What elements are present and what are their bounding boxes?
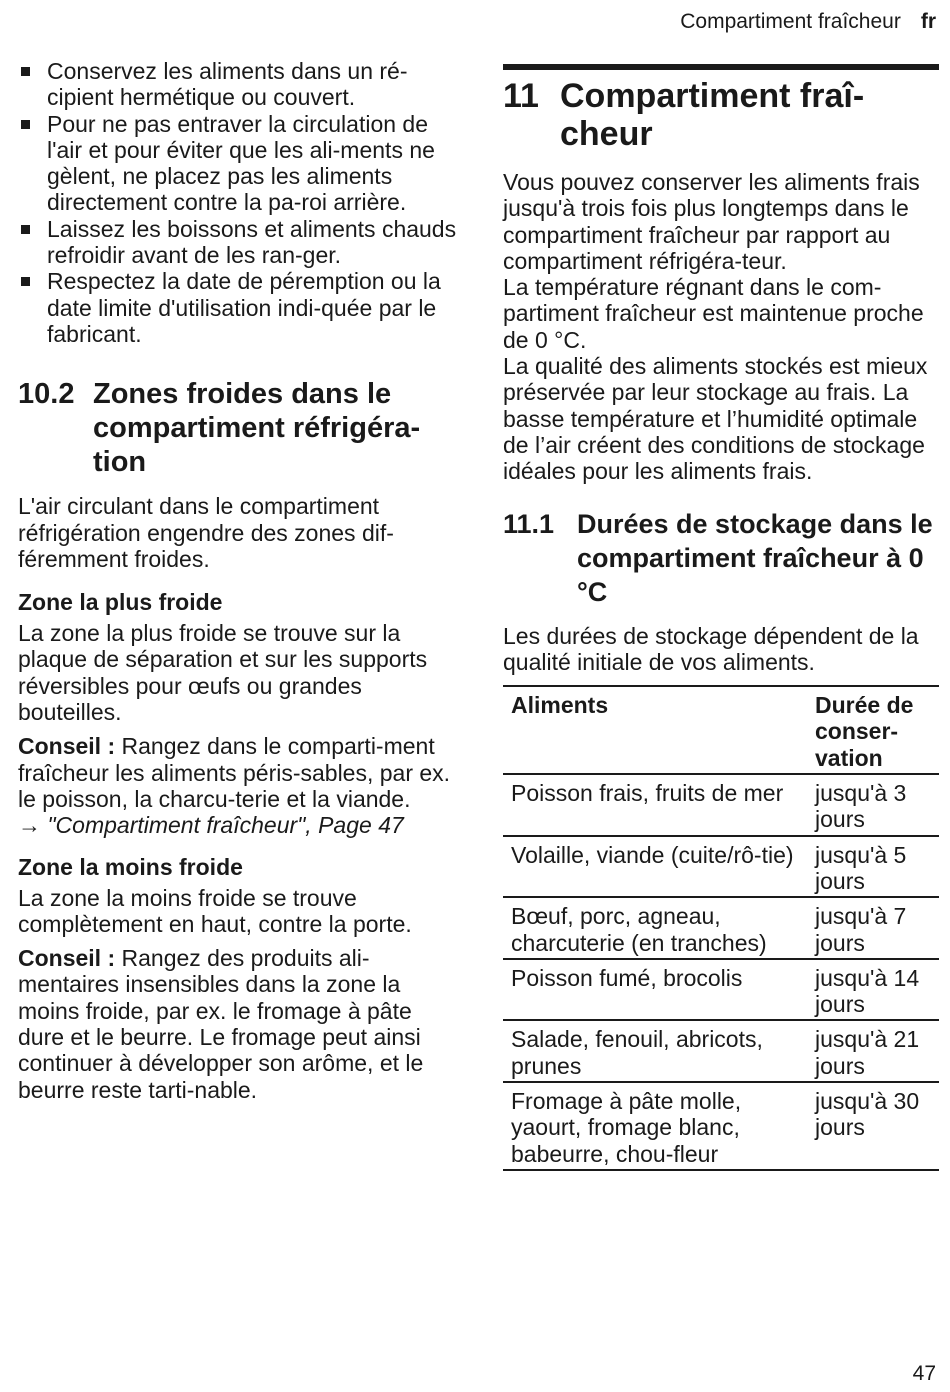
- bullet-square-icon: [21, 277, 30, 286]
- bullet-square-icon: [21, 225, 30, 234]
- list-item: Pour ne pas entraver la circulation de l'air et pour éviter que les ali-ments ne gèlent, ne placez pas les aliments directement contre la pa-roi arrière.: [18, 111, 458, 216]
- zone-least-cold-heading: Zone la moins froide: [18, 853, 243, 880]
- zone-least-cold-tip: Conseil : Rangez des produits ali-mentaires insensibles dans la zone la moins froide, par ex. le fromage à pâte dure et le beurre. Le fromage peut ainsi continuer à développer son arôme, et le beurre reste tarti-nable.: [18, 945, 424, 1103]
- storage-table: [503, 685, 939, 1171]
- section-title: Zones froides dans le compartiment réfrigéra-tion: [93, 378, 421, 479]
- food-cell: Poisson fumé, brocolis: [511, 964, 743, 991]
- table-header-row: [503, 686, 939, 774]
- food-cell: Volaille, viande (cuite/rô-tie): [511, 841, 794, 868]
- section-intro: L'air circulant dans le compartiment réfrigération engendre des zones dif-féremment froides.: [18, 493, 394, 572]
- tip-label: Conseil :: [18, 733, 116, 760]
- zone-coldest-tip: Conseil : Rangez dans le comparti-ment fraîcheur les aliments péris-sables, par ex. le poisson, la charcu-terie et la viande.: [18, 733, 451, 812]
- chapter-heading: [503, 77, 939, 153]
- zone-coldest-text: La zone la plus froide se trouve sur la plaque de séparation et sur les supports réversibles pour œufs ou grandes bouteilles.: [18, 620, 428, 726]
- cross-reference-link[interactable]: → "Compartiment fraîcheur", Page 47: [18, 812, 404, 839]
- column-header-food: Aliments: [511, 692, 609, 719]
- table-row: [503, 1082, 939, 1170]
- bullet-list: [18, 58, 458, 347]
- section-heading: [18, 377, 458, 479]
- table-row: [503, 836, 939, 898]
- chapter-rule: [503, 64, 939, 70]
- duration-cell: jusqu'à 21 jours: [815, 1026, 920, 1079]
- table-row: [503, 1020, 939, 1082]
- duration-cell: jusqu'à 14 jours: [815, 964, 920, 1018]
- column-header-duration: Durée de conser-vation: [815, 692, 914, 771]
- left-column: [18, 58, 458, 1103]
- table-row: [503, 959, 939, 1021]
- bullet-square-icon: [21, 67, 30, 76]
- zone-least-cold-text: La zone la moins froide se trouve complètement en haut, contre la porte.: [18, 884, 412, 937]
- section-title: Durées de stockage dans le compartiment fraîcheur à 0 °C: [577, 508, 933, 607]
- food-cell: Bœuf, porc, agneau, charcuterie (en tranches): [511, 903, 767, 956]
- bullet-square-icon: [21, 120, 30, 129]
- section-intro: Les durées de stockage dépendent de la qualité initiale de vos aliments.: [503, 622, 919, 675]
- chapter-paragraph-1: Vous pouvez conserver les aliments frais jusqu'à trois fois plus longtemps dans le compartiment fraîcheur par rapport au compartiment réfrigéra-teur.: [503, 169, 920, 274]
- section-heading: [503, 507, 939, 609]
- food-cell: Salade, fenouil, abricots, prunes: [511, 1026, 763, 1079]
- section-number: 10.2: [18, 378, 75, 411]
- chapter-paragraph-2: La température régnant dans le com-partiment fraîcheur est maintenue proche de 0 °C.: [503, 274, 924, 353]
- header-title: Compartiment fraîcheur: [680, 10, 901, 33]
- right-column: [503, 64, 939, 1171]
- table-row: [503, 774, 939, 836]
- food-cell: Poisson frais, fruits de mer: [511, 780, 784, 807]
- duration-cell: jusqu'à 5 jours: [815, 841, 907, 894]
- list-item: Laissez les boissons et aliments chauds refroidir avant de les ran-ger.: [18, 216, 458, 269]
- chapter-paragraph-3: La qualité des aliments stockés est mieux préservée par leur stockage au frais. La basse température et l’humidité optimale de l’air créent des conditions de stockage idéales pour les aliments frais.: [503, 353, 928, 485]
- duration-cell: jusqu'à 3 jours: [815, 780, 907, 833]
- tip-label: Conseil :: [18, 945, 116, 972]
- chapter-title: Compartiment fraî-cheur: [560, 77, 865, 153]
- list-item: Respectez la date de péremption ou la date limite d'utilisation indi-quée par le fabricant.: [18, 268, 458, 347]
- chapter-number: 11: [503, 77, 539, 115]
- zone-coldest-heading: Zone la plus froide: [18, 589, 223, 616]
- table-row: [503, 897, 939, 959]
- page-number: 47: [912, 1362, 936, 1385]
- food-cell: Fromage à pâte molle, yaourt, fromage blanc, babeurre, chou-fleur: [511, 1088, 742, 1167]
- duration-cell: jusqu'à 7 jours: [815, 903, 907, 956]
- duration-cell: jusqu'à 30 jours: [815, 1088, 920, 1141]
- section-number: 11.1: [503, 508, 555, 539]
- page-header: [680, 9, 936, 35]
- list-item: Conservez les aliments dans un ré-cipient hermétique ou couvert.: [18, 58, 458, 111]
- language-code: fr: [920, 10, 936, 33]
